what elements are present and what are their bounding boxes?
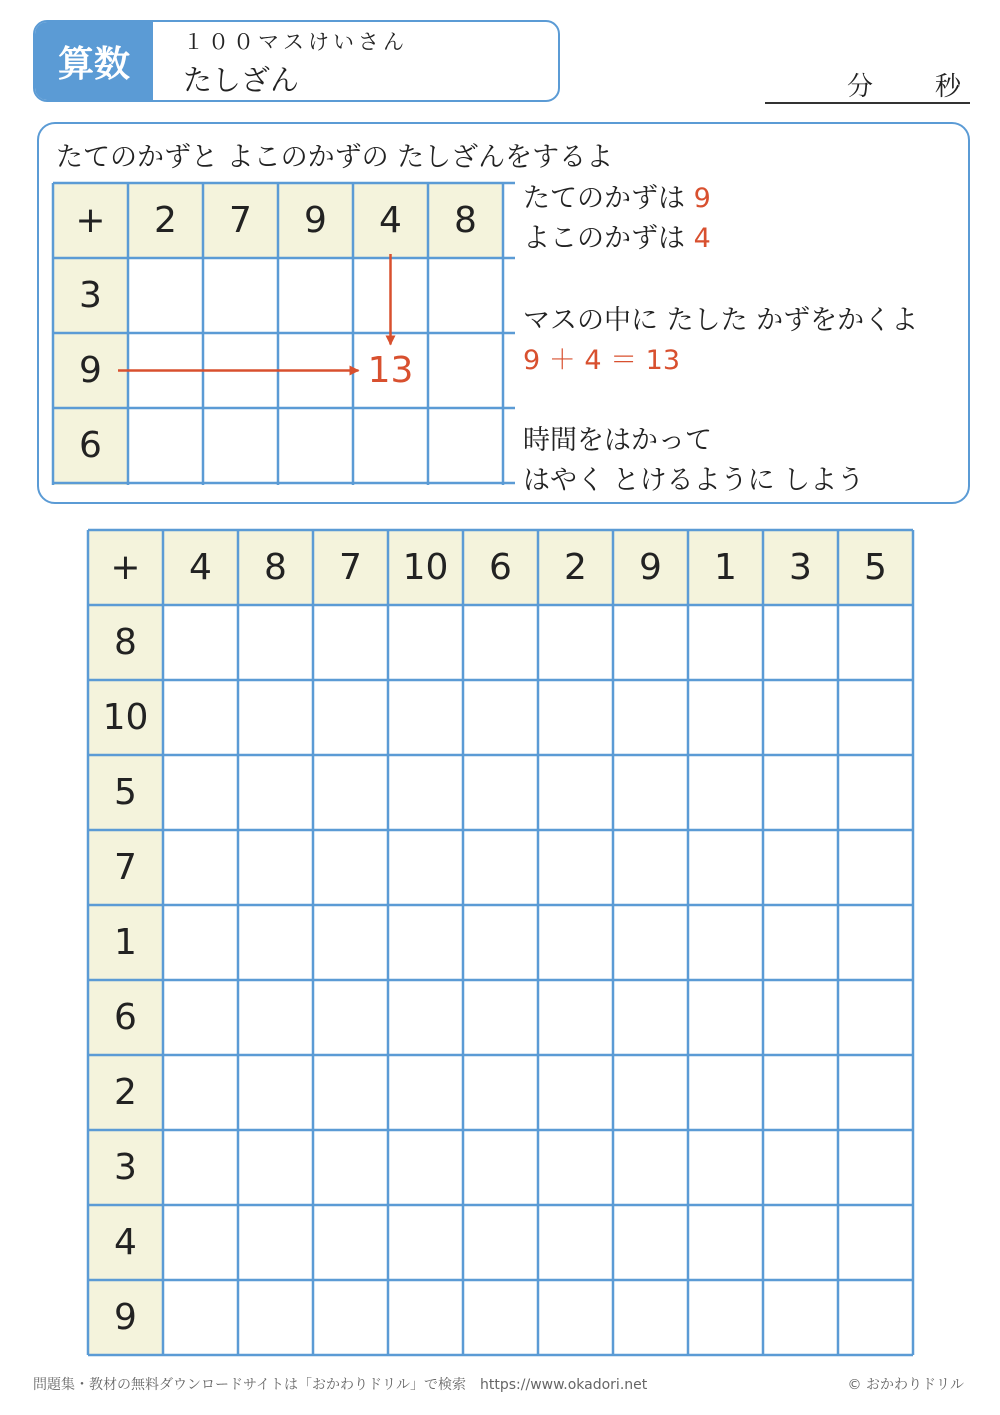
example-line-horizontal-text: よこのかずは (523, 223, 694, 254)
answer-cell[interactable] (613, 980, 688, 1055)
answer-cell[interactable] (838, 1130, 913, 1205)
answer-cell[interactable] (163, 905, 238, 980)
answer-cell[interactable] (388, 980, 463, 1055)
answer-cell[interactable] (388, 605, 463, 680)
answer-cell[interactable] (613, 755, 688, 830)
side-number: 7 (114, 847, 137, 888)
answer-cell[interactable] (388, 1280, 463, 1355)
answer-cell[interactable] (538, 1205, 613, 1280)
answer-cell[interactable] (163, 680, 238, 755)
answer-cell[interactable] (838, 605, 913, 680)
page-title: たしざん (183, 63, 300, 97)
hundred-square-grid (80, 522, 920, 1362)
side-number: 1 (114, 922, 137, 963)
operator-cell: + (110, 547, 141, 588)
answer-cell[interactable] (463, 1280, 538, 1355)
header-box (33, 20, 560, 102)
example-top-number: 9 (304, 200, 327, 241)
answer-cell[interactable] (388, 1055, 463, 1130)
example-vertical-value: 9 (693, 183, 711, 214)
answer-cell[interactable] (538, 1280, 613, 1355)
top-number: 1 (714, 547, 737, 588)
side-number: 2 (114, 1072, 137, 1113)
answer-cell[interactable] (163, 755, 238, 830)
answer-cell[interactable] (688, 680, 763, 755)
answer-cell[interactable] (463, 605, 538, 680)
answer-cell[interactable] (688, 605, 763, 680)
timer-seconds-label: 秒 (935, 72, 962, 102)
subject-badge: 算数 (35, 22, 153, 100)
footer-copyright: © おかわりドリル (847, 1377, 964, 1393)
example-top-number: 4 (379, 200, 402, 241)
answer-cell[interactable] (388, 1205, 463, 1280)
example-answer: 13 (367, 350, 414, 391)
answer-cell[interactable] (313, 980, 388, 1055)
answer-cell[interactable] (763, 1130, 838, 1205)
example-equation: 9 ＋ 4 ＝ 13 (523, 345, 681, 376)
answer-cell[interactable] (538, 830, 613, 905)
example-horizontal-value: 4 (693, 223, 711, 254)
example-line-vertical-text: たてのかずは (523, 183, 694, 214)
answer-cell[interactable] (538, 755, 613, 830)
answer-cell[interactable] (763, 980, 838, 1055)
answer-cell[interactable] (238, 755, 313, 830)
answer-cell[interactable] (838, 980, 913, 1055)
answer-cell[interactable] (688, 905, 763, 980)
answer-cell[interactable] (463, 905, 538, 980)
answer-cell[interactable] (163, 980, 238, 1055)
answer-cell[interactable] (613, 1130, 688, 1205)
example-top-number: 2 (154, 200, 177, 241)
answer-cell[interactable] (688, 830, 763, 905)
answer-cell[interactable] (163, 605, 238, 680)
answer-cell[interactable] (463, 755, 538, 830)
answer-cell[interactable] (613, 1280, 688, 1355)
side-number: 8 (114, 622, 137, 663)
answer-cell[interactable] (688, 1205, 763, 1280)
example-side-number: 3 (79, 275, 102, 316)
answer-cell[interactable] (163, 1280, 238, 1355)
top-number: 4 (189, 547, 212, 588)
answer-cell[interactable] (838, 680, 913, 755)
answer-cell[interactable] (838, 905, 913, 980)
answer-cell[interactable] (613, 830, 688, 905)
answer-cell[interactable] (463, 1055, 538, 1130)
answer-cell[interactable] (163, 1130, 238, 1205)
answer-cell[interactable] (688, 1055, 763, 1130)
answer-cell[interactable] (238, 1280, 313, 1355)
answer-cell[interactable] (463, 1130, 538, 1205)
side-number: 3 (114, 1147, 137, 1188)
answer-cell[interactable] (313, 1055, 388, 1130)
answer-cell[interactable] (313, 1205, 388, 1280)
example-operator-cell: + (75, 200, 106, 241)
answer-cell[interactable] (538, 980, 613, 1055)
answer-cell[interactable] (688, 1130, 763, 1205)
answer-cell[interactable] (313, 905, 388, 980)
example-side-number: 9 (79, 350, 102, 391)
answer-cell[interactable] (613, 605, 688, 680)
answer-cell[interactable] (538, 1130, 613, 1205)
answer-cell[interactable] (763, 905, 838, 980)
answer-cell[interactable] (388, 830, 463, 905)
footer-site-note: 問題集・教材の無料ダウンロードサイトは「おかわりドリル」で検索 https://www.okadori.net (33, 1377, 648, 1393)
timer-minutes-label: 分 (847, 72, 874, 102)
answer-cell[interactable] (763, 830, 838, 905)
answer-cell[interactable] (238, 905, 313, 980)
answer-cell[interactable] (313, 755, 388, 830)
answer-cell[interactable] (163, 1205, 238, 1280)
answer-cell[interactable] (388, 905, 463, 980)
answer-cell[interactable] (388, 755, 463, 830)
answer-cell[interactable] (538, 605, 613, 680)
answer-cell[interactable] (838, 1280, 913, 1355)
timer-field[interactable] (765, 66, 970, 104)
example-instruction: マスの中に たした かずをかくよ (523, 305, 919, 336)
top-number: 6 (489, 547, 512, 588)
answer-cell[interactable] (613, 1205, 688, 1280)
top-number: 10 (402, 547, 449, 588)
answer-cell[interactable] (538, 680, 613, 755)
top-number: 9 (639, 547, 662, 588)
answer-cell[interactable] (763, 680, 838, 755)
answer-cell[interactable] (763, 1205, 838, 1280)
answer-cell[interactable] (238, 1055, 313, 1130)
example-timing-note-2: はやく とけるように しよう (523, 465, 865, 496)
answer-cell[interactable] (238, 1130, 313, 1205)
top-number: 8 (264, 547, 287, 588)
answer-cell[interactable] (238, 830, 313, 905)
side-number: 4 (114, 1222, 137, 1263)
answer-cell[interactable] (463, 980, 538, 1055)
answer-cell[interactable] (463, 680, 538, 755)
answer-cell[interactable] (538, 1055, 613, 1130)
answer-cell[interactable] (838, 755, 913, 830)
answer-cell[interactable] (763, 1055, 838, 1130)
side-number: 6 (114, 997, 137, 1038)
answer-cell[interactable] (238, 1205, 313, 1280)
example-line-horizontal (523, 216, 711, 255)
answer-cell[interactable] (613, 905, 688, 980)
answer-cell[interactable] (388, 680, 463, 755)
answer-cell[interactable] (313, 1280, 388, 1355)
header-subtitle: １００マスけいさん (183, 30, 408, 54)
side-number: 10 (102, 697, 149, 738)
answer-cell[interactable] (688, 755, 763, 830)
example-top-number: 8 (454, 200, 477, 241)
answer-cell[interactable] (238, 680, 313, 755)
answer-cell[interactable] (238, 980, 313, 1055)
answer-cell[interactable] (313, 605, 388, 680)
answer-cell[interactable] (613, 680, 688, 755)
top-number: 7 (339, 547, 362, 588)
answer-cell[interactable] (463, 1205, 538, 1280)
side-number: 9 (114, 1297, 137, 1338)
answer-cell[interactable] (463, 830, 538, 905)
answer-cell[interactable] (238, 605, 313, 680)
answer-cell[interactable] (838, 1055, 913, 1130)
answer-cell[interactable] (763, 755, 838, 830)
answer-cell[interactable] (313, 680, 388, 755)
answer-cell[interactable] (538, 905, 613, 980)
answer-cell[interactable] (613, 1055, 688, 1130)
answer-cell[interactable] (313, 830, 388, 905)
side-number: 5 (114, 772, 137, 813)
answer-cell[interactable] (838, 1205, 913, 1280)
example-intro: たてのかずと よこのかずの たしざんをするよ (56, 142, 614, 173)
top-number: 2 (564, 547, 587, 588)
answer-cell[interactable] (388, 1130, 463, 1205)
answer-cell[interactable] (763, 605, 838, 680)
answer-cell[interactable] (688, 1280, 763, 1355)
example-timing-note: 時間をはかって (523, 425, 712, 456)
example-line-vertical (523, 176, 711, 215)
answer-cell[interactable] (688, 980, 763, 1055)
example-top-number: 7 (229, 200, 252, 241)
answer-cell[interactable] (163, 1055, 238, 1130)
example-grid (40, 175, 520, 495)
answer-cell[interactable] (163, 830, 238, 905)
answer-cell[interactable] (763, 1280, 838, 1355)
example-side-number: 6 (79, 425, 102, 466)
answer-cell[interactable] (838, 830, 913, 905)
top-number: 3 (789, 547, 812, 588)
answer-cell[interactable] (313, 1130, 388, 1205)
top-number: 5 (864, 547, 887, 588)
